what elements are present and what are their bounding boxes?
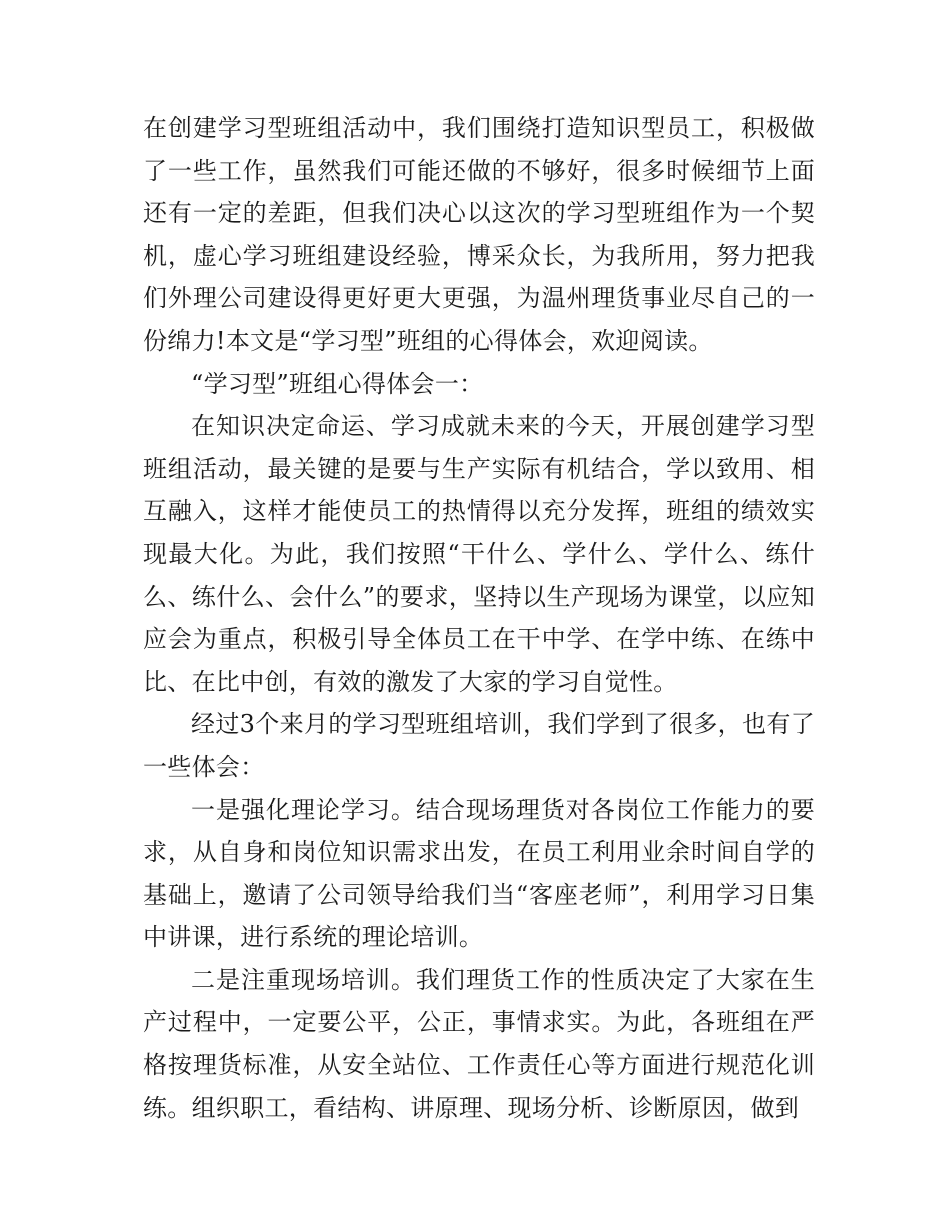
body-paragraph-1: 在知识决定命运、学习成就未来的今天，开展创建学习型班组活动，最关键的是要与生产实际有机结合，学以致用、相互融入，这样才能使员工的热情得以充分发挥，班组的绩效实现最大化。为此，我们按照“干什么、学什么、学什么、练什么、练什么、会什么”的要求，坚持以生产现场为课堂，以应知应会为重点，积极引导全体员工在干中学、在学中练、在练中比、在比中创，有效的激发了大家的学习自觉性。 bbox=[143, 412, 815, 696]
intro-paragraph: 在创建学习型班组活动中，我们围绕打造知识型员工，积极做了一些工作，虽然我们可能还做的不够好，很多时候细节上面还有一定的差距，但我们决心以这次的学习型班组作为一个契机，虚心学习班组建设经验，博采众长，为我所用，努力把我们外理公司建设得更好更大更强，为温州理货事业尽自己的一份绵力!本文是“学习型”班组的心得体会，欢迎阅读。 bbox=[143, 114, 815, 355]
section-heading: “学习型”班组心得体会一： bbox=[191, 369, 484, 398]
body-paragraph-3: 一是强化理论学习。结合现场理货对各岗位工作能力的要求，从自身和岗位知识需求出发，在员工利用业余时间自学的基础上，邀请了公司领导给我们当“客座老师”，利用学习日集中讲课，进行系统的理论培训。 bbox=[143, 795, 815, 952]
document-body bbox=[143, 107, 815, 1129]
body-paragraph-4: 二是注重现场培训。我们理货工作的性质决定了大家在生产过程中，一定要公平，公正，事情求实。为此，各班组在严格按理货标准，从安全站位、工作责任心等方面进行规范化训练。组织职工，看结构、讲原理、现场分析、诊断原因，做到 bbox=[143, 965, 815, 1122]
body-paragraph-2: 经过3个来月的学习型班组培训，我们学到了很多，也有了一些体会： bbox=[143, 710, 815, 781]
